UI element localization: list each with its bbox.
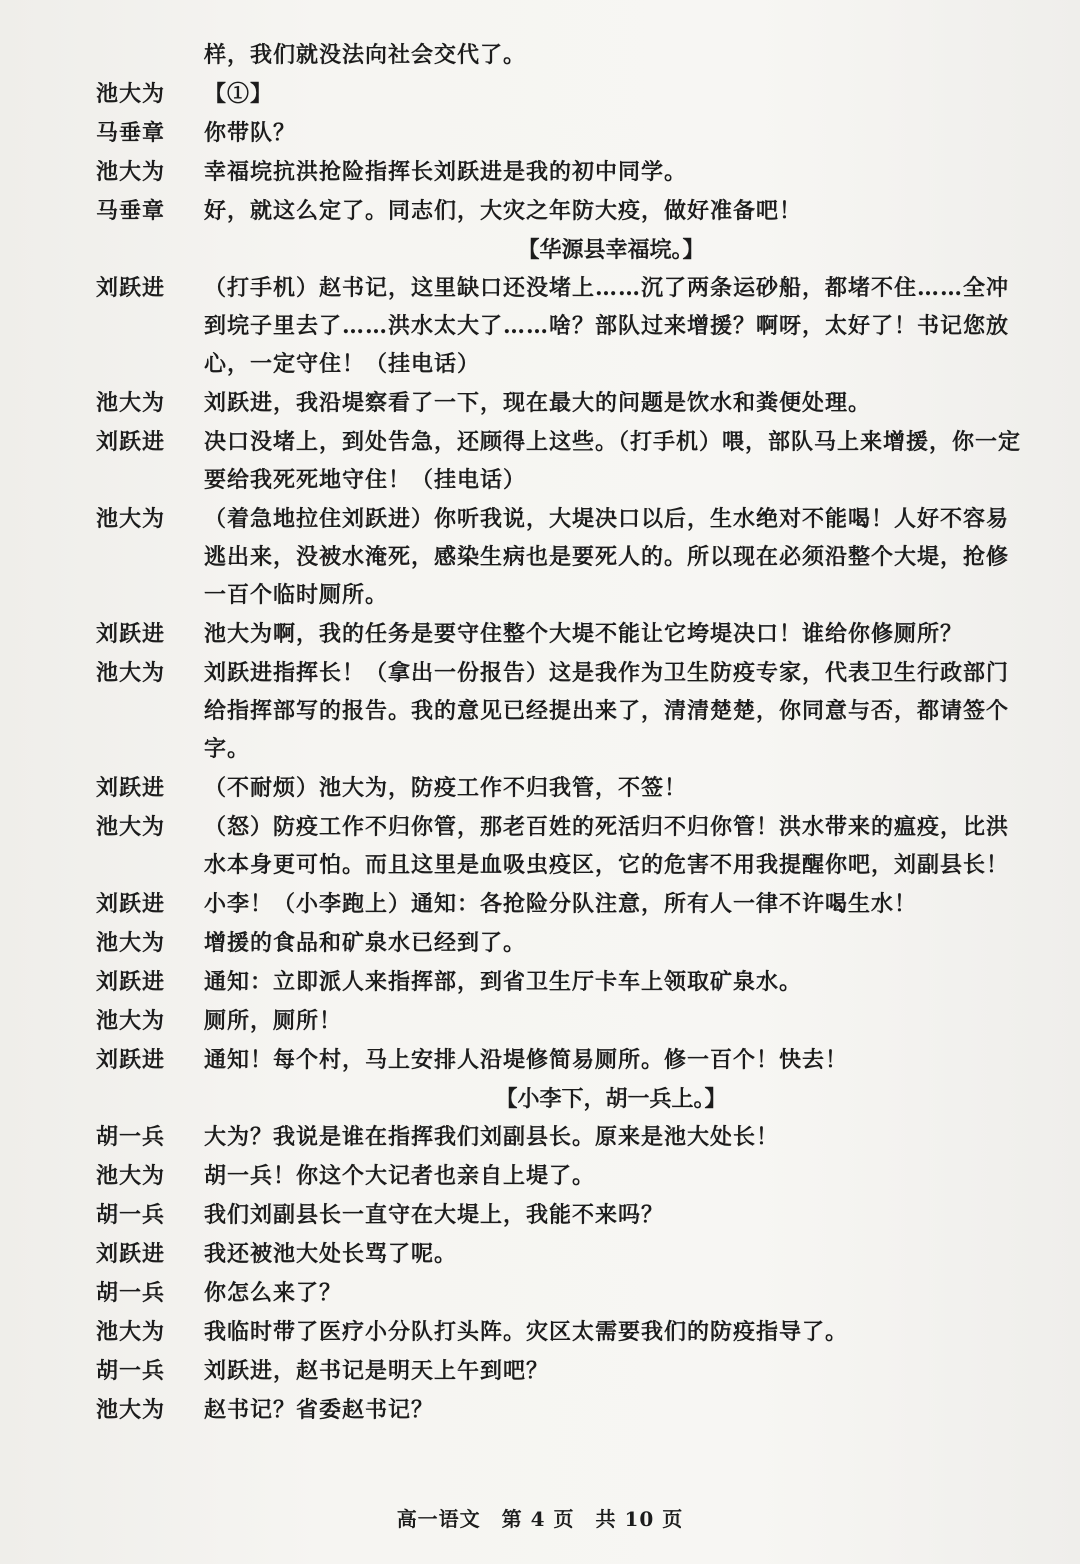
dialogue-line-4 — [96, 192, 1026, 230]
speaker-name: 马垂章 — [96, 198, 166, 224]
dialogue-line-11 — [96, 654, 1026, 768]
dialogue-line-1 — [96, 75, 1026, 113]
line-text: 你带队？ — [204, 120, 297, 146]
speaker-name: 刘跃进 — [96, 969, 166, 995]
dialogue-line-27 — [96, 1391, 1026, 1429]
speaker-name: 刘跃进 — [96, 429, 166, 455]
dialogue-line-23 — [96, 1235, 1026, 1273]
dialogue-line-25 — [96, 1313, 1026, 1351]
dialogue-line-10 — [96, 615, 1026, 653]
line-text: 赵书记？省委赵书记？ — [204, 1397, 435, 1423]
line-text: 通知：立即派人来指挥部，到省卫生厅卡车上领取矿泉水。 — [204, 969, 803, 995]
line-text: 好，就这么定了。同志们，大灾之年防大疫，做好准备吧！ — [204, 198, 803, 224]
speaker-name: 池大为 — [96, 660, 166, 686]
speaker-name: 池大为 — [96, 506, 166, 532]
page-footer: 高一语文 第 4 页 共 10 页 — [396, 1507, 684, 1531]
speaker-name: 胡一兵 — [96, 1280, 166, 1306]
speaker-name: 池大为 — [96, 930, 166, 956]
speaker-name: 胡一兵 — [96, 1358, 166, 1384]
speaker-name: 池大为 — [96, 1163, 166, 1189]
dialogue-line-0 — [96, 36, 1026, 74]
line-text: 样，我们就没法向社会交代了。 — [204, 42, 527, 68]
dialogue-line-13 — [96, 808, 1026, 884]
speaker-name: 池大为 — [96, 81, 166, 107]
speaker-name: 马垂章 — [96, 120, 166, 146]
line-text: （打手机）赵书记，这里缺口还没堵上……沉了两条运砂船，都堵不住……全冲到垸子里去了……洪水太大了……啥？部队过来增援？啊呀，太好了！书记您放心，一定守住！（挂电话） — [204, 275, 1010, 377]
line-text: 刘跃进指挥长！（拿出一份报告）这是我作为卫生防疫专家，代表卫生行政部门给指挥部写的报告。我的意见已经提出来了，清清楚楚，你同意与否，都请签个字。 — [204, 660, 1010, 762]
line-text: 你怎么来了？ — [204, 1280, 343, 1306]
dialogue-line-12 — [96, 769, 1026, 807]
dialogue-line-17 — [96, 1002, 1026, 1040]
line-text: 小李！（小李跑上）通知：各抢险分队注意，所有人一律不许喝生水！ — [204, 891, 918, 917]
line-text: 决口没堵上，到处告急，还顾得上这些。（打手机）喂，部队马上来增援，你一定要给我死死地守住！（挂电话） — [204, 429, 1022, 493]
speaker-name: 池大为 — [96, 1397, 166, 1423]
speaker-name: 池大为 — [96, 1319, 166, 1345]
speaker-name: 胡一兵 — [96, 1124, 166, 1150]
line-text: 【①】 — [204, 81, 274, 107]
line-text: 大为？我说是谁在指挥我们刘副县长。原来是池大处长！ — [204, 1124, 780, 1150]
speaker-name: 刘跃进 — [96, 275, 166, 301]
dialogue-line-16 — [96, 963, 1026, 1001]
line-text: 通知！每个村，马上安排人沿堤修简易厕所。修一百个！快去！ — [204, 1047, 849, 1073]
dialogue-line-6 — [96, 269, 1026, 383]
dialogue-line-9 — [96, 500, 1026, 614]
line-text: 池大为啊，我的任务是要守住整个大堤不能让它垮堤决口！谁给你修厕所？ — [204, 621, 964, 647]
line-text: 刘跃进，赵书记是明天上午到吧？ — [204, 1358, 550, 1384]
line-text: （不耐烦）池大为，防疫工作不归我管，不签！ — [204, 775, 688, 801]
speaker-name: 刘跃进 — [96, 891, 166, 917]
dialogue-line-26 — [96, 1352, 1026, 1390]
speaker-name: 刘跃进 — [96, 621, 166, 647]
dialogue-line-2 — [96, 114, 1026, 152]
speaker-name: 池大为 — [96, 1008, 166, 1034]
dialogue-line-8 — [96, 423, 1026, 499]
dialogue-line-3 — [96, 153, 1026, 191]
line-text: 我临时带了医疗小分队打头阵。灾区太需要我们的防疫指导了。 — [204, 1319, 849, 1345]
dialogue-line-24 — [96, 1274, 1026, 1312]
line-text: （着急地拉住刘跃进）你听我说，大堤决口以后，生水绝对不能喝！人好不容易逃出来，没被水淹死，感染生病也是要死人的。所以现在必须沿整个大堤，抢修一百个临时厕所。 — [204, 506, 1010, 608]
dialogue-line-22 — [96, 1196, 1026, 1234]
stage-direction: 【华源县幸福垸。】 — [517, 237, 705, 263]
speaker-name: 胡一兵 — [96, 1202, 166, 1228]
dialogue-line-18 — [96, 1041, 1026, 1079]
line-text: 刘跃进，我沿堤察看了一下，现在最大的问题是饮水和粪便处理。 — [204, 390, 872, 416]
line-text: 我们刘副县长一直守在大堤上，我能不来吗？ — [204, 1202, 665, 1228]
speaker-name: 刘跃进 — [96, 1241, 166, 1267]
speaker-name: 刘跃进 — [96, 775, 166, 801]
line-text: 我还被池大处长骂了呢。 — [204, 1241, 458, 1267]
speaker-name: 池大为 — [96, 159, 166, 185]
line-text: 幸福垸抗洪抢险指挥长刘跃进是我的初中同学。 — [204, 159, 688, 185]
line-text: （怒）防疫工作不归你管，那老百姓的死活归不归你管！洪水带来的瘟疫，比洪水本身更可怕。而且这里是血吸虫疫区，它的危害不用我提醒你吧，刘副县长！ — [204, 814, 1010, 878]
speaker-name: 池大为 — [96, 814, 166, 840]
dialogue-line-21 — [96, 1157, 1026, 1195]
speaker-name: 池大为 — [96, 390, 166, 416]
stage-direction: 【小李下，胡一兵上。】 — [495, 1086, 727, 1112]
line-text: 厕所，厕所！ — [204, 1008, 343, 1034]
line-text: 胡一兵！你这个大记者也亲自上堤了。 — [204, 1163, 596, 1189]
script-body — [96, 36, 1026, 1430]
speaker-name: 刘跃进 — [96, 1047, 166, 1073]
dialogue-line-14 — [96, 885, 1026, 923]
dialogue-line-20 — [96, 1118, 1026, 1156]
dialogue-line-15 — [96, 924, 1026, 962]
dialogue-line-7 — [96, 384, 1026, 422]
line-text: 增援的食品和矿泉水已经到了。 — [204, 930, 527, 956]
